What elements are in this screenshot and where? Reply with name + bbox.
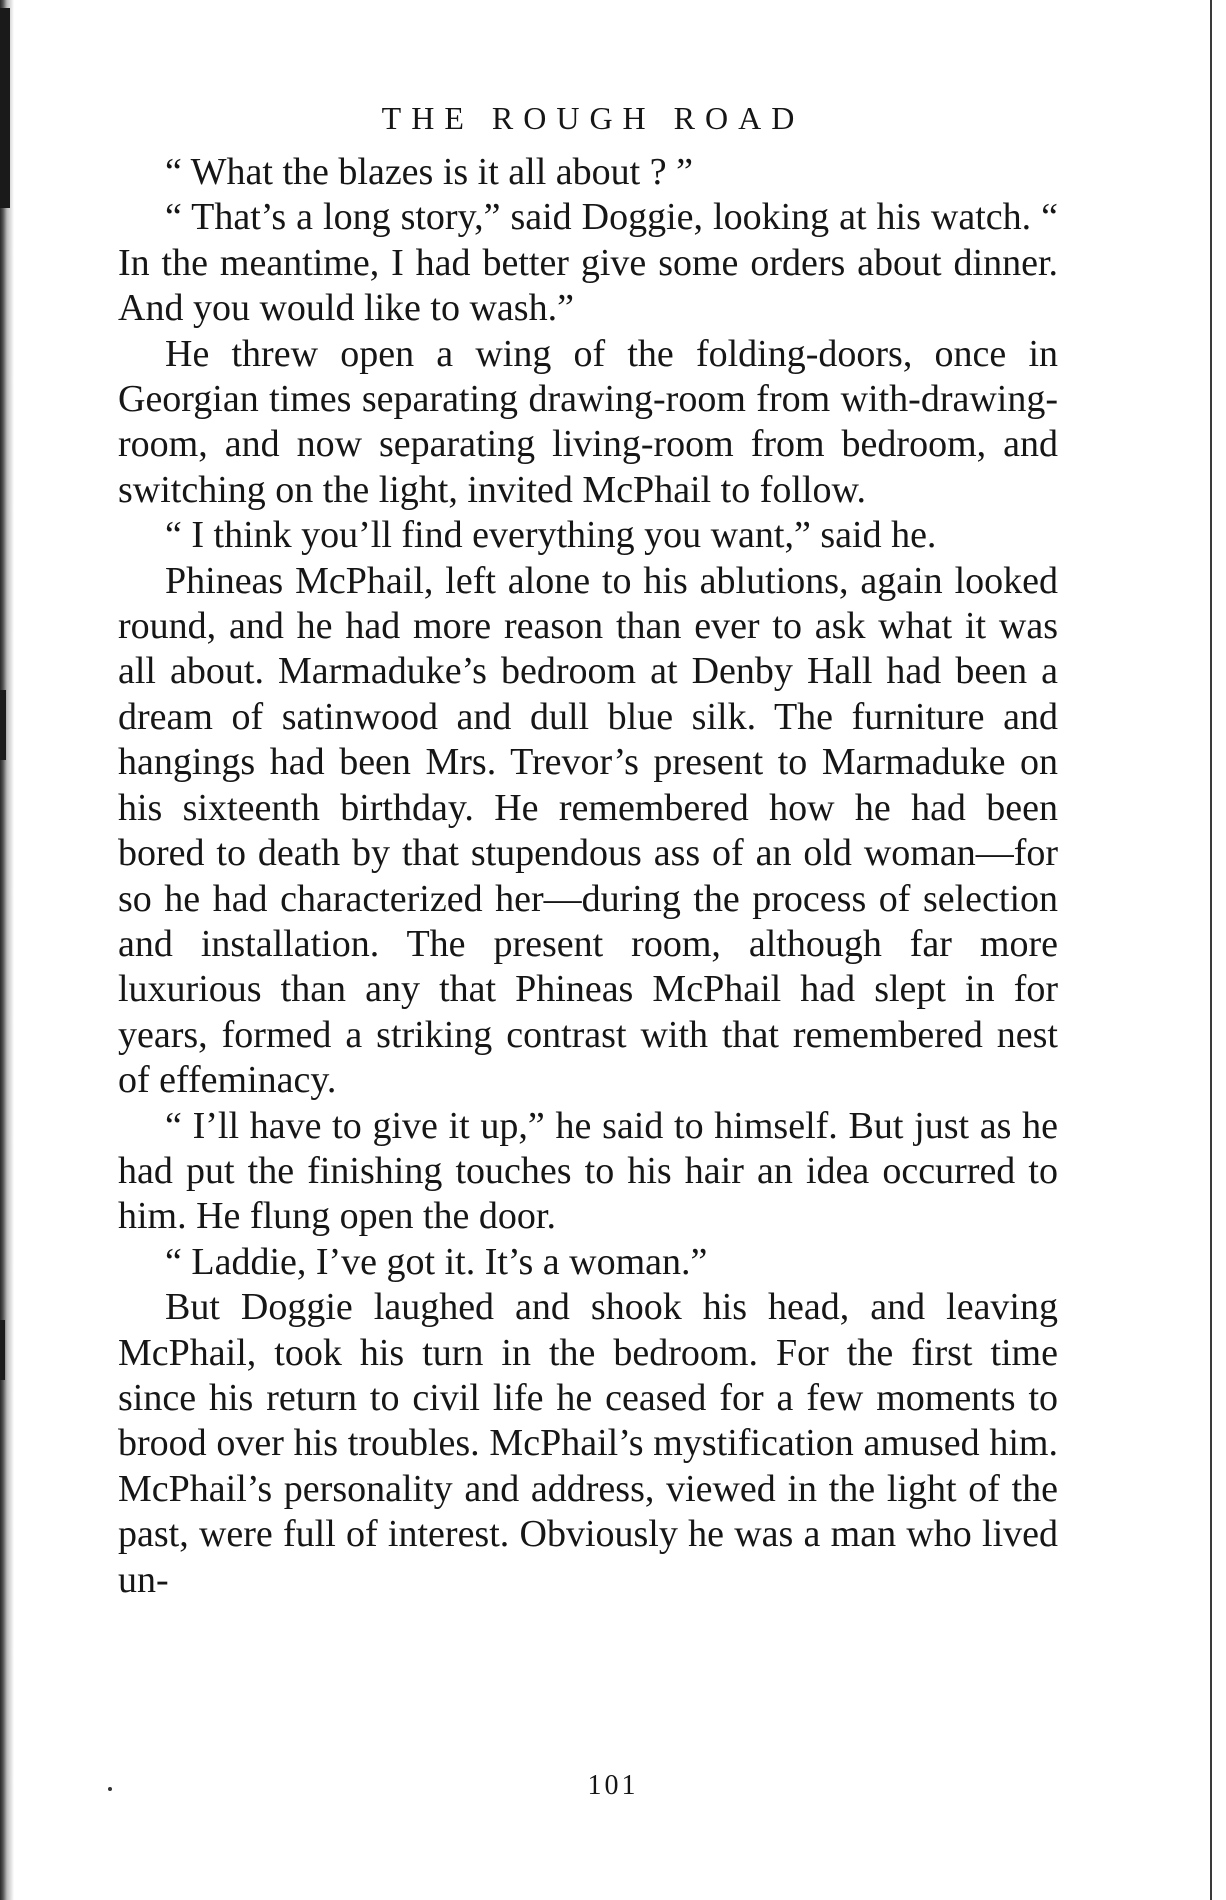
page-number: 101 <box>587 1770 639 1801</box>
paragraph: But Doggie laughed and shook his head, and leaving McPhail, took his turn in the bedroom. For the first time since his return to civil life he ceased for a few moments to brood over his troubles. McPhail’s mystification amused him. McPhail’s personality and address, viewed in the light of the past, were full of interest. Obviously he was a man who lived un- <box>118 1286 1058 1601</box>
paragraph: “ Laddie, I’ve got it. It’s a woman.” <box>165 1240 708 1283</box>
scan-edge-mark <box>0 1320 5 1380</box>
paragraph: “ What the blazes is it all about ? ” <box>165 151 693 193</box>
running-head: THE ROUGH ROAD <box>381 100 805 136</box>
scan-edge-right <box>1210 0 1212 1900</box>
book-page <box>118 98 1058 1603</box>
paragraph: Phineas McPhail, left alone to his ablutions, again looked round, and he had more reason than ever to ask what it was all about. Marmaduke’s bedroom at Denby Hall had been a dream of satinwood and dull blue silk. The furniture and hangings had been Mrs. Trevor’s present to Marmaduke on his sixteenth birthday. He remembered how he had been bored to death by that stupendous ass of an old woman—for so he had characterized her—during the process of selection and installation. The present room, although far more luxurious than any that Phineas McPhail had slept in for years, formed a striking contrast with that remembered nest of effeminacy. <box>118 559 1058 1102</box>
paragraph: He threw open a wing of the folding-doors, once in Georgian times separating drawing-room from with-drawing-room, and now separating living-room from bedroom, and switching on the light, invited McPhail to follow. <box>118 332 1058 511</box>
scan-edge-left <box>0 0 14 1900</box>
paragraph: “ That’s a long story,” said Doggie, looking at his watch. “ In the meantime, I had better give some orders about dinner. And you would like to wash.” <box>118 196 1058 330</box>
body-text <box>118 150 1058 1603</box>
scan-edge-mark <box>0 8 10 208</box>
paragraph: “ I’ll have to give it up,” he said to himself. But just as he had put the finishing touches to his hair an idea occurred to him. He flung open the door. <box>118 1104 1058 1238</box>
paragraph: “ I think you’ll find everything you want,” said he. <box>165 514 937 557</box>
scan-edge-mark <box>0 690 6 760</box>
